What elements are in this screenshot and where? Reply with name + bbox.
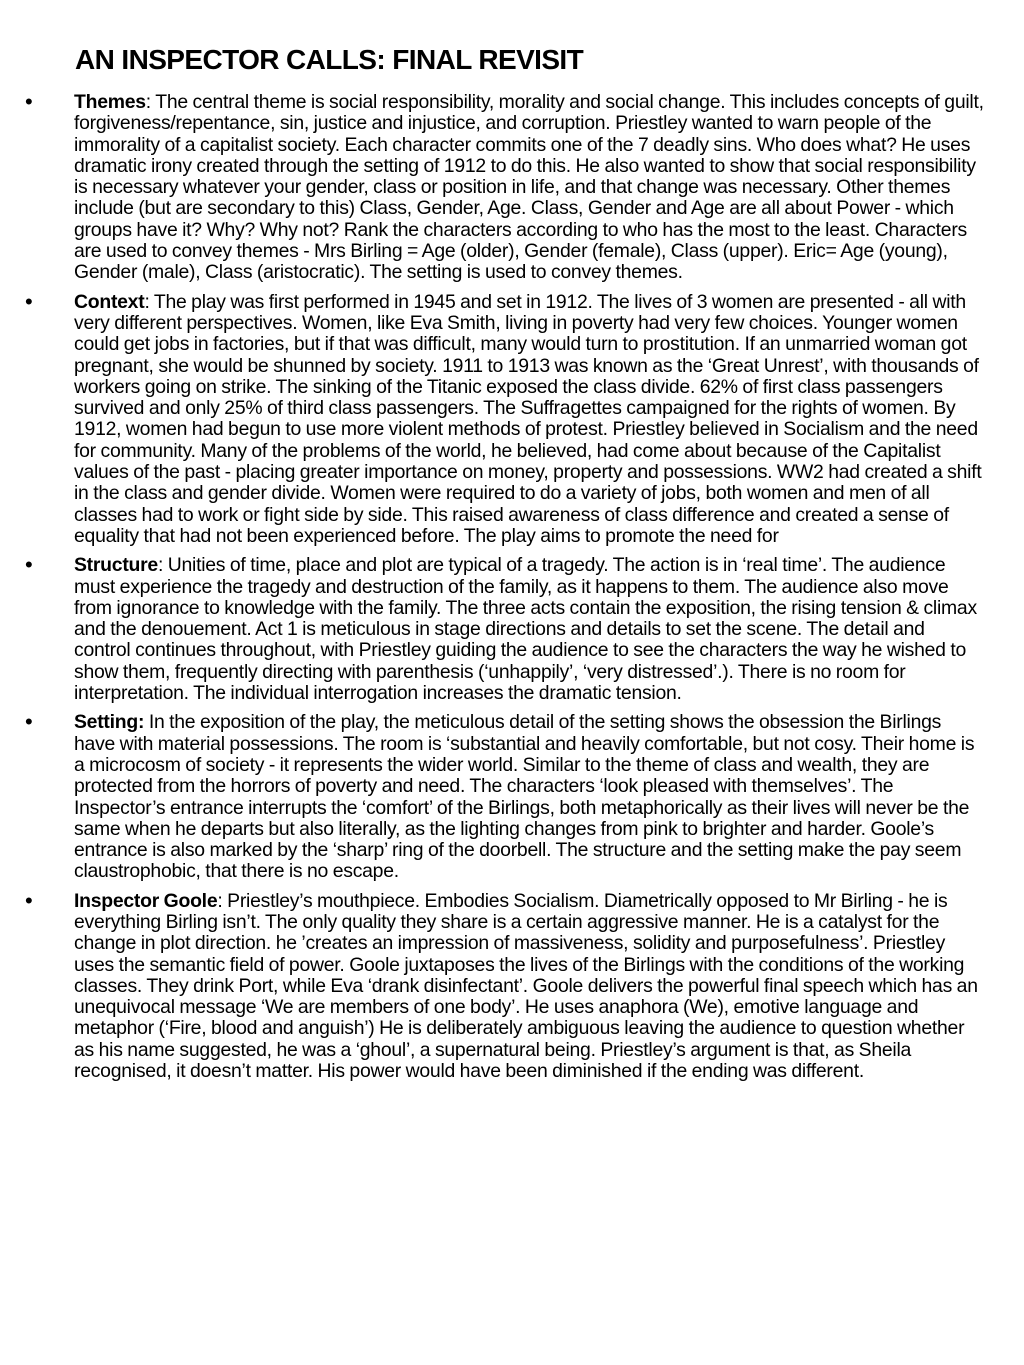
section-context bbox=[0, 288, 1024, 548]
label-separator: : bbox=[157, 554, 168, 577]
label-separator: : bbox=[144, 290, 154, 313]
section-text: In the exposition of the play, the meticulous detail of the setting shows the obsession the Birlings have with material possessions. The room is ‘substantial and heavily comfortable, but not cosy. Their home is a microcosm of society - it represents the wider world. Similar to the theme of class and wealth, they are protected from the horrors of poverty and need. The characters ‘look pleased with themselves’. The Inspector’s entrance interrupts the ‘comfort’ of the Birlings, both metaphorically as their lives will never be the same when he departs but also literally, as the lighting changes from pink to brighter and harder. Goole’s entrance is also marked by the ‘sharp’ ring of the doorbell. The structure and the setting make the pay seem claustrophobic, that there is no escape. bbox=[74, 711, 975, 883]
label-separator: : bbox=[217, 889, 228, 912]
bullet-icon: • bbox=[25, 552, 33, 578]
section-label: Setting: bbox=[74, 711, 145, 734]
section-text: The central theme is social responsibility, morality and social change. This includes concepts of guilt, forgiveness/repentance, sin, justice and injustice, and corruption. Priestley wanted to warn people of the immorality of a capitalist society. Each character commits one of the 7 deadly sins. Who does what? He uses dramatic irony created through the setting of 1912 to do this. He also wanted to show that social responsibility is necessary whatever your gender, class or position in life, and that change was necessary. Other themes include (but are secondary to this) Class, Gender, Age. Class, Gender and Age are all about Power - which groups have it? Why? Why not? Rank the characters according to who has the most to the least. Characters are used to convey themes - Mrs Birling = Age (older), Gender (female), Class (upper). Eric= Age (young), Gender (male), Class (aristocratic). The setting is used to convey themes. bbox=[74, 91, 984, 284]
section-label: Structure bbox=[74, 554, 158, 577]
bullet-icon: • bbox=[25, 89, 33, 114]
section-inspector-goole bbox=[0, 887, 1024, 1083]
section-label: Context bbox=[74, 290, 145, 313]
section-themes bbox=[0, 89, 1024, 284]
section-label: Inspector Goole bbox=[74, 889, 218, 912]
section-list bbox=[0, 89, 1024, 1090]
bullet-icon: • bbox=[25, 288, 33, 314]
section-text: Unities of time, place and plot are typical of a tragedy. The action is in ‘real time’. The audience must experience the tragedy and destruction of the family, as it happens to them. The audience also move from ignorance to knowledge with the family. The three acts contain the exposition, the rising tension & climax and the denouement. Act 1 is meticulous in stage directions and details to set the scene. The detail and control continues throughout, with Priestley guiding the audience to see the characters the way he wished to show them, frequently directing with parenthesis (‘unhappily’, ‘very distressed’.). There is no room for interpretation. The individual interrogation increases the dramatic tension. bbox=[74, 554, 977, 705]
bullet-icon: • bbox=[25, 709, 33, 735]
section-structure bbox=[0, 552, 1024, 705]
page-title: AN INSPECTOR CALLS: FINAL REVISIT bbox=[75, 44, 584, 75]
section-label: Themes bbox=[74, 91, 146, 113]
section-text: The play was first performed in 1945 and set in 1912. The lives of 3 women are presented - all with very different perspectives. Women, like Eva Smith, living in poverty had very few choices. Younger women could get jobs in factories, but if that was difficult, many would turn to prostitution. If an unmarried woman got pregnant, she would be shunned by society. 1911 to 1913 was known as the ‘Great Unrest’, with thousands of workers going on strike. The sinking of the Titanic exposed the class divide. 62% of first class passengers survived and only 25% of third class passengers. The Suffragettes campaigned for the rights of women. By 1912, women had begun to use more violent methods of protest. Priestley believed in Socialism and the need for community. Many of the problems of the world, he believed, had come about because of the Capitalist values of the past - placing greater importance on money, property and possessions. WW2 had created a shift in the class and gender divide. Women were required to do a variety of jobs, both women and men of all classes had to work or fight side by side. This raised awareness of class difference and created a sense of equality that had not been experienced before. The play aims to promote the need for bbox=[74, 290, 982, 547]
section-text: Priestley’s mouthpiece. Embodies Socialism. Diametrically opposed to Mr Birling - he is everything Birling isn’t. The only quality they share is a certain aggressive manner. He is a catalyst for the change in plot direction. he ’creates an impression of massiveness, solidity and purposefulness’. Priestley uses the semantic field of power. Goole juxtaposes the lives of the Birlings with the conditions of the working classes. They drink Port, while Eva ‘drank disinfectant’. Goole delivers the powerful final speech which has an unequivocal message ‘We are members of one body’. He uses anaphora (We), emotive language and metaphor (‘Fire, blood and anguish’) He is deliberately ambiguous leaving the audience to question whether as his name suggested, he was a ‘ghoul’, a supernatural being. Priestley’s argument is that, as Sheila recognised, it doesn’t matter. His power would have been diminished if the ending was different. bbox=[74, 889, 978, 1083]
bullet-icon: • bbox=[25, 887, 33, 913]
label-separator: : bbox=[145, 91, 156, 113]
section-setting bbox=[0, 709, 1024, 883]
